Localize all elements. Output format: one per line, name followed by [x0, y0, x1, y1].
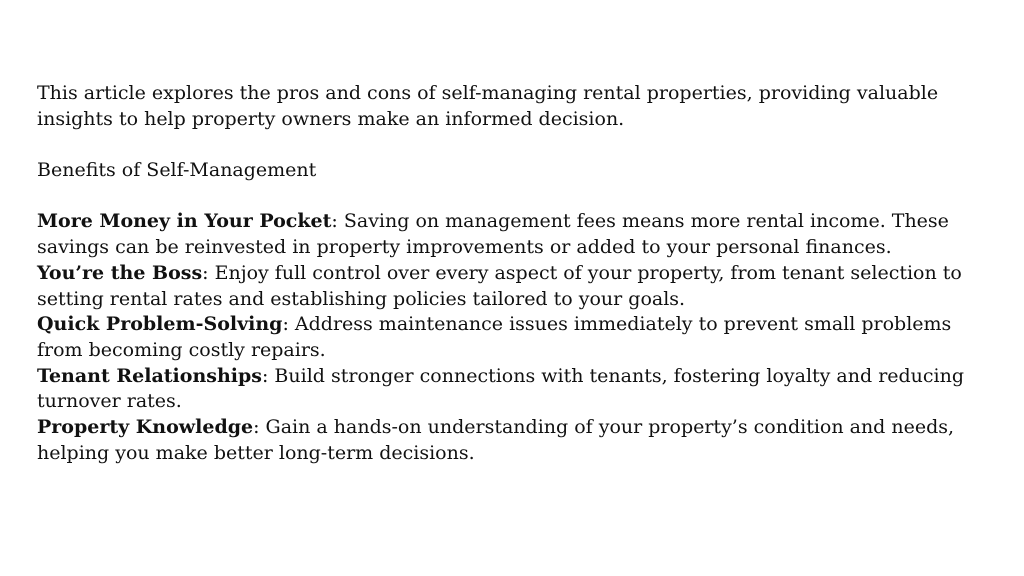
benefit-description: : Build stronger connections with tenants, fostering loyalty and reducing turnover rates. — [37, 364, 965, 413]
benefit-item — [37, 415, 987, 466]
benefit-item — [37, 209, 987, 260]
benefit-description: : Gain a hands-on understanding of your property’s condition and needs, helping you make better long-term decisions. — [37, 416, 955, 464]
section-heading: Benefits of Self-Management — [37, 159, 317, 182]
benefit-description: : Enjoy full control over every aspect of your property, from tenant selection to setting rental rates and establishing policies tailored to your goals. — [37, 261, 962, 310]
document-page — [37, 81, 987, 467]
benefit-term: More Money in Your Pocket — [37, 210, 332, 233]
benefit-item — [37, 312, 987, 363]
benefit-term: Tenant Relationships — [37, 364, 262, 387]
benefit-term: Property Knowledge — [37, 416, 254, 439]
benefit-description: : Address maintenance issues immediately to prevent small problems from becoming costly repairs. — [37, 313, 952, 361]
benefits-list — [37, 209, 987, 466]
benefit-item — [37, 261, 987, 312]
benefit-term: You’re the Boss — [37, 261, 203, 284]
benefit-item — [37, 364, 987, 415]
benefit-term: Quick Problem-Solving — [37, 313, 283, 336]
intro-paragraph: This article explores the pros and cons of self-managing rental properties, providing valuable insights to help property owners make an informed decision. — [37, 82, 939, 130]
benefit-description: : Saving on management fees means more rental income. These savings can be reinvested in property improvements or added to your personal finances. — [37, 210, 949, 259]
